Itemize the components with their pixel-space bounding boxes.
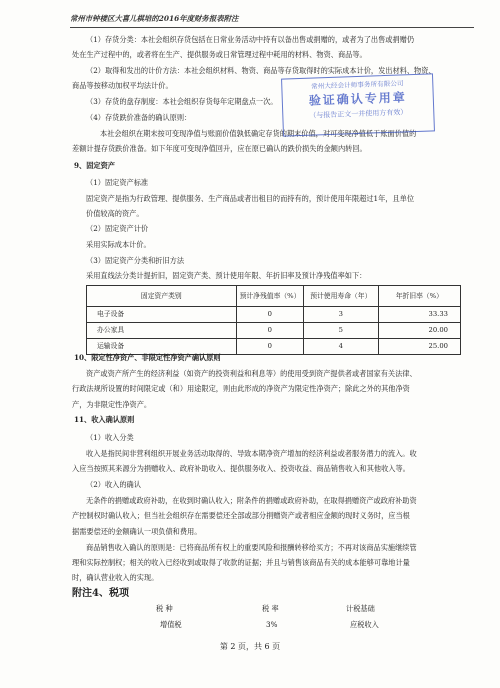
table-row	[87, 323, 461, 339]
fa-p2: 采用实际成本计价。	[86, 240, 151, 249]
stamp-line1: 常州大经会计师事务所有限公司	[311, 79, 404, 91]
table-header-cell: 年折旧率（%）	[378, 286, 460, 307]
tax-header-base: 计税基础	[346, 604, 375, 613]
depreciation-table	[86, 285, 461, 355]
table-cell: 0	[236, 323, 303, 339]
fa-h1: （1）固定资产标准	[86, 178, 149, 187]
table-cell: 0	[236, 339, 303, 355]
inc-p2a: 无条件的捐赠或政府补助，在收到时确认收入；附条件的捐赠或政府补助，在取得捐赠资产或政府补助资	[86, 496, 417, 505]
tax-header-rate: 税 率	[262, 604, 279, 613]
ra-p1c: 产，为非限定性净资产。	[72, 400, 152, 409]
ra-heading: 10、限定性净资产、非限定性净资产确认原则	[74, 353, 221, 362]
page-header: 常州市钟楼区大喜儿棋培的2016年度财务报表附注	[70, 14, 239, 23]
fa-heading: 9、固定资产	[74, 161, 115, 170]
inv-p2b: 商品等按移动加权平均法计价。	[72, 81, 173, 90]
header-rule	[70, 27, 474, 28]
tax-heading: 附注4、税项	[72, 588, 129, 599]
inv-p1b: 处在生产过程中的，或者将在生产、提供服务或日常管理过程中耗用的材料、物资、商品等。	[72, 50, 367, 59]
tax-type: 增值税	[160, 620, 182, 629]
tax-base: 应税收入	[350, 620, 379, 629]
ra-p1b: 行政法规所设置的时间限定或（和）用途限定，则由此形成的净资产为限定性净资产；除此之外的其他净资	[72, 384, 410, 393]
table-cell: 5	[303, 323, 378, 339]
fa-p3: 采用直线法分类计提折旧，固定资产类、预计使用年限、年折旧率及预计净残值率如下：	[86, 271, 367, 280]
table-cell: 运输设备	[87, 339, 237, 355]
inc-h1: （1）收入分类	[86, 433, 134, 442]
ra-p1a: 资产或资产所产生的经济利益（如资产的投资利益和利息等）的使用受到资产提供者或者国家有关法律、	[86, 369, 417, 378]
inv-p5b: 差额计提存货跌价准备。如下年度可变现净值回升，应在原已确认的跌价损失的金额内转回。	[72, 144, 367, 153]
certification-stamp	[281, 73, 435, 136]
inv-p3: （3）存货的盘存制度：本社会组织存货每年定期盘点一次。	[86, 97, 278, 106]
inc-h2: （2）收入的确认	[86, 480, 141, 489]
table-cell: 3	[303, 307, 378, 323]
stamp-line3: （与报告正文一并使用方有效）	[309, 108, 408, 120]
inc-p1b: 入应当按照其来源分为捐赠收入、政府补助收入、提供服务收入、投资收益、商品销售收入和其他收入等。	[72, 464, 410, 473]
page-footer: 第 2 页，共 6 页	[219, 642, 281, 651]
fa-h3: （3）固定资产分类和折旧方法	[86, 256, 185, 265]
inv-p1a: （1）存货分类：本社会组织存货包括在日常业务活动中持有以备出售或捐赠的，或者为了出售或捐赠仍	[86, 35, 415, 44]
table-row	[87, 307, 461, 323]
inc-p2c: 据需要偿还的金额确认一项负债和费用。	[72, 527, 202, 536]
inv-p2a: （2）取得和发出的计价方法：本社会组织材料、物资、商品等存货取得时的实际成本计价，发出材料、物资、	[86, 66, 436, 75]
table-cell: 20.00	[378, 323, 460, 339]
table-cell: 办公家具	[87, 323, 237, 339]
inv-p4: （4）存货跌价准备的确认原则：	[86, 113, 192, 122]
table-header-cell: 预计净残值率（%）	[236, 286, 303, 307]
table-cell: 电子设备	[87, 307, 237, 323]
table-cell: 25.00	[378, 339, 460, 355]
table-cell: 0	[236, 307, 303, 323]
table-cell: 4	[303, 339, 378, 355]
table-header-cell: 预计使用寿命（年）	[303, 286, 378, 307]
table-header-cell: 固定资产类别	[87, 286, 237, 307]
fa-p1a: 固定资产是指为行政管理、提供服务、生产商品或者出租目的而持有的，预计使用年限超过1年，且单位	[86, 194, 415, 203]
table-header-row	[87, 286, 461, 307]
inc-p3c: 时，确认营业收入的实现。	[72, 573, 159, 582]
fa-h2: （2）固定资产计价	[86, 224, 149, 233]
inc-p3b: 理和实际控制权；相关的收入已经收到或取得了收款的证据；并且与销售该商品有关的成本能够可靠地计量	[72, 558, 410, 567]
fa-p1b: 价值较高的资产。	[86, 209, 144, 218]
table-cell: 33.33	[378, 307, 460, 323]
inc-heading: 11、收入确认原则	[74, 415, 135, 424]
tax-header-type: 税 种	[156, 604, 173, 613]
inc-p2b: 产控制权时确认收入；但当社会组织存在需要偿还全部或部分捐赠资产或者相应金额的现时义务时，应当根	[72, 511, 410, 520]
stamp-line2: 验证确认专用章	[308, 90, 408, 108]
inc-p1a: 收入是指民间非营利组织开展业务活动取得的、导致本期净资产增加的经济利益或者服务潜力的流入。收	[86, 449, 417, 458]
inv-p5a: 本社会组织在期末按可变现净值与账面价值孰低确定存货的期末价值，对可变现净值低于账面价值的	[100, 129, 417, 138]
tax-rate: 3%	[266, 620, 278, 629]
inc-p3a: 商品销售收入确认的原则是：已将商品所有权上的重要风险和报酬转移给买方；不再对该商品实施继续管	[86, 543, 417, 552]
